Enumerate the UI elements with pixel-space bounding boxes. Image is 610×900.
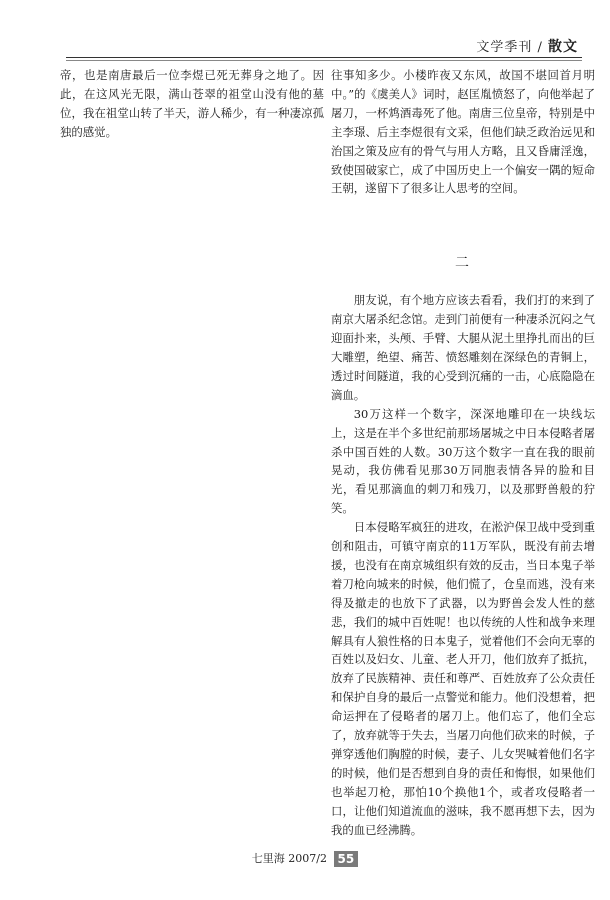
section-number: 二 — [455, 255, 471, 272]
header-divider — [66, 57, 582, 58]
page-footer — [0, 850, 610, 867]
footer-journal: 七里海 — [251, 852, 285, 865]
paragraph: 往事知多少。小楼昨夜又东风，故国不堪回首月明中。”的《虞美人》词时，赵匡胤愤怒了，向他举起了屠刀，一杯鸩酒毒死了他。南唐三位皇帝，特别是中主李璟、后主李煜很有文采，但他们缺乏政治远见和治国之策及应有的骨气与用人方略，且又昏庸淫逸，致使国破家亡，成了中国历史上一个偏安一隅的短命王朝，遂留下了很多让人思考的空间。 — [331, 68, 595, 196]
paragraph: 日本侵略军疯狂的进攻，在淞沪保卫战中受到重创和阻击，可镇守南京的11万军队，既没有前去增援，也没有在南京城组织有效的反击，当日本鬼子举着刀枪向城来的时候，他们慌了，仓皇而逃，没有来得及撤走的也放下了武器，以为野兽会发人性的慈悲，我们的城中百姓呢！也以传统的人性和战争来理解具有人狼性格的日本鬼子，觉着他们不会向无辜的百姓以及妇女、儿童、老人开刀，他们放弃了抵抗，放弃了民族精神、责任和尊严、百姓放弃了公众责任和保护自身的最后一点警觉和能力。他们没想着，把命运押在了侵略者的屠刀上。他们忘了，他们全忘了，放弃就等于失去，当屠刀向他们砍来的时候，子弹穿透他们胸膛的时候，妻子、儿女哭喊着他们名字的时候，他们是否想到自身的责任和悔恨，如果他们也举起刀枪，那怕10个换他1个，或者攻侵略者一口，让他们知道流血的滋味，我不愿再想下去，因为我的血已经沸腾。 — [331, 520, 595, 836]
paragraph: 帝，也是南唐最后一位李煜已死无葬身之地了。因此，在这风光无限，满山苍翠的祖堂山没有他的墓位，我在祖堂山转了半天，游人稀少，有一种凄凉孤独的感觉。 — [60, 68, 324, 139]
paragraph: 30万这样一个数字，深深地雕印在一块线坛上，这是在半个多世纪前那场屠城之中日本侵略者屠杀中国百姓的人数。30万这个数字一直在我的眼前晃动，我仿佛看见那30万同胞表情各异的脸和目光，看见那滴血的刺刀和残刀，以及那野兽般的狞笑。 — [331, 406, 595, 516]
footer-issue: 2007/2 — [288, 852, 327, 865]
page-header — [476, 36, 578, 56]
right-column — [331, 66, 595, 836]
header-divider-thin — [66, 60, 582, 61]
journal-title: 文学季刊 / — [476, 40, 543, 55]
page-number: 55 — [334, 851, 359, 867]
section-title: 散文 — [548, 39, 578, 55]
paragraph: 朋友说，有个地方应该去看看，我们打的来到了南京大屠杀纪念馆。走到门前便有一种凄杀沉闷之气迎面扑来，头颅、手臂、大腿从泥土里挣扎而出的巨大雕塑，绝望、痛苦、愤怒雕刻在深绿色的青铜上，透过时间隧道，我的心受到沉痛的一击，心底隐隐在滴血。 — [331, 293, 595, 402]
left-column — [60, 66, 324, 836]
